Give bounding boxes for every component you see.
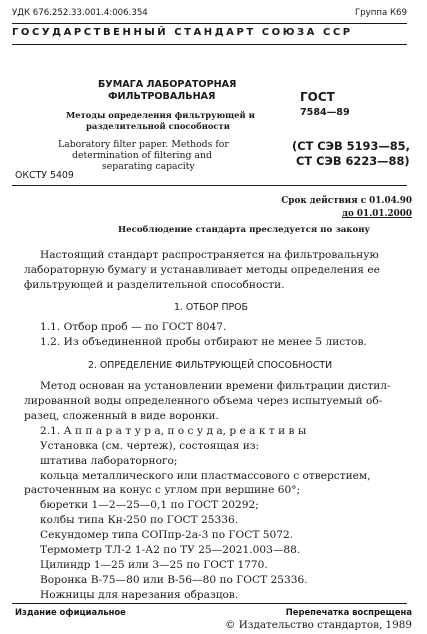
section-2-line: колбы типа Кн-250 по ГОСТ 25336.	[40, 514, 239, 526]
legal-notice: Несоблюдение стандарта преследуется по закону	[118, 225, 370, 235]
section-2-line: Воронка В-75—80 или В-56—80 по ГОСТ 25336.	[40, 574, 308, 586]
section-2-line: Секундомер типа СОПпр-2а-3 по ГОСТ 5072.	[40, 529, 294, 541]
gost-number: 7584—89	[300, 107, 350, 118]
section-2-line: Метод основан на установлении времени фильтрации дистил-	[40, 380, 391, 392]
section-2-line: кольца металлического или пластмассового с отверстием,	[40, 470, 371, 482]
udk-code: УДК 676.252.33.001.4:006.354	[12, 8, 148, 18]
official-edition: Издание официальное	[15, 607, 126, 617]
title-ru-line-1: БУМАГА ЛАБОРАТОРНАЯ	[98, 79, 237, 90]
section-1-item: 1.1. Отбор проб — по ГОСТ 8047.	[40, 321, 227, 333]
footer-rule	[12, 603, 407, 604]
state-standard-banner: ГОСУДАРСТВЕННЫЙ СТАНДАРТ СОЮЗА ССР	[12, 27, 353, 38]
group-code: Группа К69	[354, 8, 407, 18]
section-1-heading: 1. ОТБОР ПРОБ	[174, 302, 248, 313]
section-2-line: бюретки 1—2—25—0,1 по ГОСТ 20292;	[40, 499, 259, 511]
section-1-item: 1.2. Из объединенной пробы отбирают не менее 5 листов.	[40, 336, 367, 348]
validity-to: до 01.01.2000	[342, 209, 412, 219]
intro-line: лабораторную бумагу и устанавливает методы определения ее	[24, 264, 380, 276]
title-en-line-2: determination of filtering and	[72, 150, 212, 161]
title-en-line-1: Laboratory filter paper. Methods for	[58, 139, 229, 150]
intro-line: Настоящий стандарт распространяется на фильтровальную	[40, 249, 379, 261]
subtitle-ru-line-1: Методы определения фильтрующей и	[66, 110, 255, 120]
intro-line: фильтрующей и разделительной способности.	[24, 279, 285, 291]
subtitle-ru-line-2: разделительной способности	[86, 121, 230, 131]
section-2-line: штатива лабораторного;	[40, 455, 178, 467]
header-rule-top	[12, 23, 407, 24]
section-2-line: Термометр ТЛ-2 1-А2 по ТУ 25—2021.003—88.	[40, 544, 301, 556]
publisher-copyright: © Издательство стандартов, 1989	[225, 619, 412, 631]
section-2-line: Установка (см. чертеж), состоящая из:	[40, 440, 260, 452]
title-en-line-3: separating capacity	[102, 161, 195, 172]
section-2-line: разец, сложенный в виде воронки.	[24, 410, 219, 422]
section-2-line: 2.1. А п п а р а т у р а, п о с у д а, р е а к т и в ы	[40, 425, 307, 437]
section-2-line: Цилиндр 1—25 или 3—25 по ГОСТ 1770.	[40, 559, 268, 571]
st-sev-line-2: СТ СЭВ 6223—88)	[296, 154, 410, 168]
header-rule-bottom	[12, 44, 407, 45]
okstu-code: ОКСТУ 5409	[15, 170, 74, 181]
title-ru-line-2: ФИЛЬТРОВАЛЬНАЯ	[108, 91, 216, 102]
section-2-line: расточенным на конус с углом при вершине 60°;	[24, 484, 301, 496]
validity-from: Срок действия с 01.04.90	[281, 196, 412, 206]
section-2-line: лированной воды определенного объема через испытуемый об-	[24, 395, 383, 407]
section-2-line: Ножницы для нарезания образцов.	[40, 589, 239, 601]
st-sev-line-1: (СТ СЭВ 5193—85,	[292, 139, 410, 153]
gost-label: ГОСТ	[300, 90, 335, 104]
section-2-heading: 2. ОПРЕДЕЛЕНИЕ ФИЛЬТРУЮЩЕЙ СПОСОБНОСТИ	[88, 360, 333, 371]
reprint-prohibited: Перепечатка воспрещена	[285, 607, 412, 617]
title-block-rule	[12, 185, 407, 186]
